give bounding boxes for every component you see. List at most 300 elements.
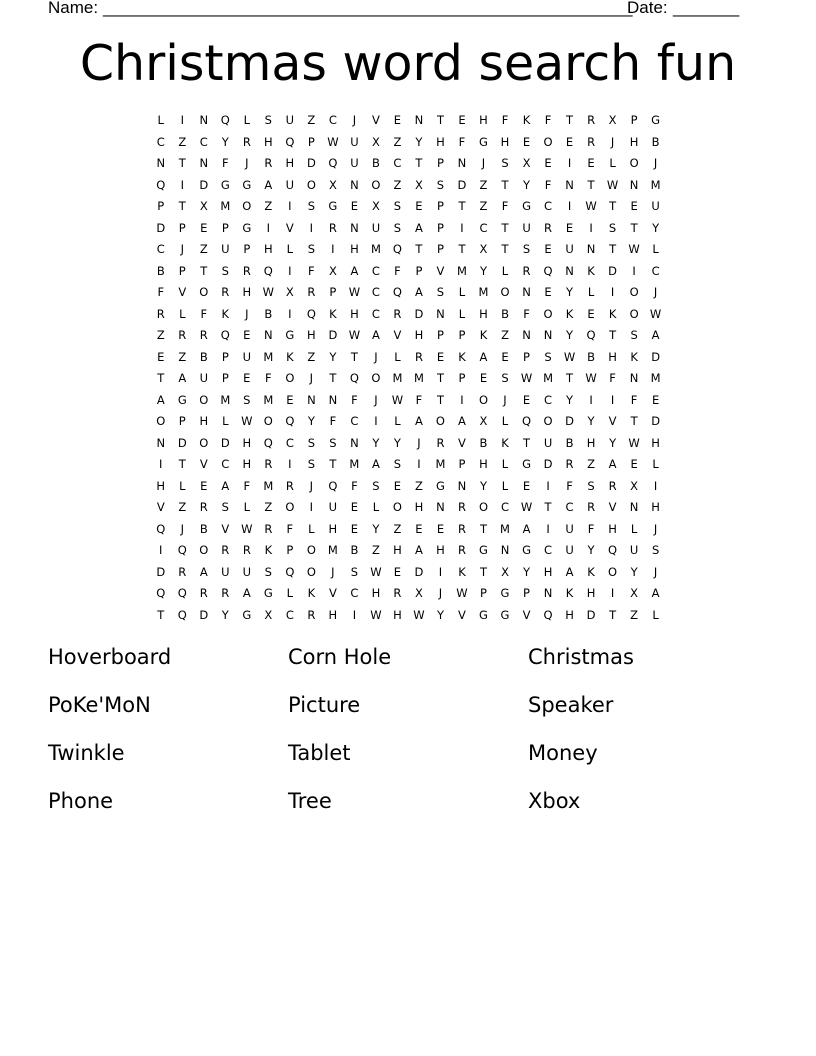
grid-letter[interactable]: J [180,242,184,256]
grid-letter[interactable]: W [370,607,382,622]
grid-letter[interactable]: E [544,285,552,299]
grid-letter[interactable]: Q [177,586,187,600]
grid-letter[interactable]: A [415,285,423,299]
grid-letter[interactable]: O [500,285,510,299]
grid-letter[interactable]: L [243,500,251,514]
grid-letter[interactable]: G [177,392,187,407]
grid-letter[interactable]: T [157,371,165,385]
grid-letter[interactable]: L [458,285,466,299]
grid-letter[interactable]: B [371,156,380,170]
grid-letter[interactable]: M [370,242,381,256]
grid-letter[interactable]: H [350,306,359,321]
grid-letter[interactable]: H [242,285,252,299]
grid-letter[interactable]: L [394,414,401,428]
grid-letter[interactable]: T [178,156,186,170]
grid-letter[interactable]: N [629,371,639,385]
grid-letter[interactable]: S [393,457,402,471]
grid-letter[interactable]: V [285,220,294,235]
grid-letter[interactable]: I [352,607,357,622]
grid-letter[interactable]: Z [393,134,402,149]
grid-letter[interactable]: J [245,156,249,170]
grid-letter[interactable]: S [307,435,316,450]
grid-letter[interactable]: G [242,220,252,235]
grid-letter[interactable]: Q [608,543,618,557]
grid-letter[interactable]: O [306,564,316,579]
grid-letter[interactable]: A [608,457,617,471]
grid-letter[interactable]: S [350,564,359,579]
grid-letter[interactable]: W [413,607,425,622]
grid-letter[interactable]: D [177,435,187,450]
grid-letter[interactable]: H [199,414,209,428]
grid-letter[interactable]: S [393,199,402,213]
grid-letter[interactable]: S [221,263,229,278]
grid-letter[interactable]: Z [501,328,509,342]
grid-letter[interactable]: F [587,521,595,536]
grid-letter[interactable]: F [501,113,509,127]
grid-letter[interactable]: O [543,306,553,321]
grid-letter[interactable]: K [286,349,294,364]
grid-letter[interactable]: O [392,500,402,514]
grid-letter[interactable]: E [200,220,208,235]
grid-letter[interactable]: F [329,414,337,428]
grid-letter[interactable]: E [350,500,359,514]
grid-letter[interactable]: E [157,349,165,364]
grid-letter[interactable]: V [458,435,466,450]
grid-letter[interactable]: I [331,242,335,256]
grid-letter[interactable]: U [199,371,208,385]
grid-letter[interactable]: J [653,564,658,579]
grid-letter[interactable]: U [629,543,639,557]
grid-letter[interactable]: J [653,156,658,170]
grid-letter[interactable]: B [587,349,596,364]
grid-letter[interactable]: Z [393,177,402,192]
grid-letter[interactable]: L [372,500,380,514]
grid-letter[interactable]: E [415,521,423,536]
grid-letter[interactable]: X [608,113,617,127]
grid-letter[interactable]: A [221,478,230,493]
grid-letter[interactable]: K [264,543,273,557]
grid-letter[interactable]: P [458,328,466,342]
grid-letter[interactable]: G [651,113,661,127]
grid-letter[interactable]: E [565,220,574,235]
grid-letter[interactable]: X [328,177,337,192]
grid-letter[interactable]: R [221,285,230,299]
grid-letter[interactable]: R [178,564,187,579]
grid-letter[interactable]: D [651,414,661,428]
grid-letter[interactable]: C [350,414,359,428]
grid-letter[interactable]: V [199,457,208,471]
grid-letter[interactable]: N [436,306,445,321]
grid-letter[interactable]: Z [630,607,639,622]
grid-letter[interactable]: I [374,414,378,428]
grid-letter[interactable]: E [436,521,445,536]
grid-letter[interactable]: Z [156,328,165,342]
grid-letter[interactable]: E [350,521,359,536]
grid-letter[interactable]: L [394,349,401,364]
grid-letter[interactable]: R [285,478,294,493]
grid-letter[interactable]: P [221,349,229,364]
grid-letter[interactable]: X [264,607,273,622]
grid-letter[interactable]: F [265,371,272,385]
grid-letter[interactable]: Q [220,328,230,342]
grid-letter[interactable]: R [457,500,466,514]
grid-letter[interactable]: S [522,242,531,256]
grid-letter[interactable]: U [328,500,338,514]
grid-letter[interactable]: D [199,177,209,192]
grid-letter[interactable]: K [587,564,595,579]
grid-letter[interactable]: G [479,607,488,622]
grid-letter[interactable]: N [350,177,359,192]
grid-letter[interactable]: Q [263,263,273,278]
grid-letter[interactable]: E [522,392,531,407]
grid-letter[interactable]: N [156,435,166,450]
grid-letter[interactable]: P [221,371,229,385]
grid-letter[interactable]: Y [307,414,315,428]
grid-letter[interactable]: Q [306,306,316,321]
grid-letter[interactable]: H [264,134,273,149]
grid-letter[interactable]: H [479,457,488,471]
grid-letter[interactable]: T [479,564,487,579]
grid-letter[interactable]: J [374,392,378,407]
grid-letter[interactable]: T [329,457,337,471]
grid-letter[interactable]: M [650,371,661,385]
grid-letter[interactable]: I [288,263,292,278]
grid-letter[interactable]: P [458,457,466,471]
grid-letter[interactable]: R [156,306,165,321]
grid-letter[interactable]: X [328,263,337,278]
grid-letter[interactable]: F [544,177,552,192]
grid-letter[interactable]: I [309,500,314,514]
grid-letter[interactable]: Y [587,543,595,557]
grid-letter[interactable]: Y [221,607,229,622]
grid-letter[interactable]: N [199,113,209,127]
grid-letter[interactable]: A [415,414,423,428]
grid-letter[interactable]: Y [221,134,229,149]
grid-letter[interactable]: S [608,220,617,235]
grid-letter[interactable]: M [220,199,231,213]
grid-letter[interactable]: A [178,371,187,385]
grid-letter[interactable]: G [500,586,510,600]
grid-letter[interactable]: V [221,521,230,536]
grid-letter[interactable]: N [156,156,166,170]
grid-letter[interactable]: G [522,199,531,213]
grid-letter[interactable]: O [306,177,316,192]
grid-letter[interactable]: Z [178,500,187,514]
grid-letter[interactable]: P [307,134,315,149]
grid-letter[interactable]: M [263,349,274,364]
grid-letter[interactable]: C [393,156,402,170]
grid-letter[interactable]: S [329,435,337,450]
grid-letter[interactable]: P [436,199,444,213]
grid-letter[interactable]: J [374,349,378,364]
grid-letter[interactable]: A [264,177,273,192]
grid-letter[interactable]: U [221,564,230,579]
grid-letter[interactable]: F [544,113,552,127]
grid-letter[interactable]: N [565,263,574,278]
grid-letter[interactable]: Z [393,521,402,536]
grid-letter[interactable]: C [500,500,510,514]
grid-letter[interactable]: M [543,371,553,385]
grid-letter[interactable]: J [503,392,507,407]
grid-letter[interactable]: I [632,263,636,278]
grid-letter[interactable]: Q [285,564,295,579]
grid-letter[interactable]: O [608,564,618,579]
grid-letter[interactable]: X [371,134,380,149]
grid-letter[interactable]: Y [566,328,574,342]
grid-letter[interactable]: P [436,328,444,342]
grid-letter[interactable]: D [199,607,209,622]
grid-letter[interactable]: X [415,177,423,192]
grid-letter[interactable]: R [436,435,445,450]
grid-letter[interactable]: B [479,435,488,450]
grid-letter[interactable]: T [415,156,423,170]
grid-letter[interactable]: N [414,113,424,127]
grid-letter[interactable]: Q [349,371,359,385]
grid-letter[interactable]: Z [479,177,488,192]
grid-letter[interactable]: W [456,586,468,600]
grid-letter[interactable]: T [436,113,444,127]
grid-letter[interactable]: N [522,285,531,299]
grid-letter[interactable]: R [221,586,230,600]
grid-letter[interactable]: B [350,543,359,557]
grid-letter[interactable]: I [266,220,271,235]
grid-letter[interactable]: I [309,220,314,235]
grid-letter[interactable]: R [328,220,337,235]
grid-letter[interactable]: H [651,435,660,450]
grid-letter[interactable]: P [221,220,229,235]
grid-letter[interactable]: A [651,586,660,600]
grid-letter[interactable]: V [328,586,337,600]
grid-letter[interactable]: W [391,392,404,407]
grid-letter[interactable]: J [417,435,421,450]
grid-letter[interactable]: S [372,478,380,493]
grid-letter[interactable]: L [179,478,186,493]
grid-letter[interactable]: A [522,521,531,536]
grid-letter[interactable]: O [306,543,316,557]
grid-letter[interactable]: I [610,285,615,299]
grid-letter[interactable]: E [479,371,488,385]
grid-letter[interactable]: O [199,392,209,407]
grid-letter[interactable]: Y [415,134,423,149]
grid-letter[interactable]: W [348,285,361,299]
grid-letter[interactable]: F [630,392,638,407]
grid-letter[interactable]: L [286,586,294,600]
grid-letter[interactable]: X [501,564,509,579]
grid-letter[interactable]: L [609,156,616,170]
grid-letter[interactable]: H [414,500,424,514]
grid-letter[interactable]: L [501,478,509,493]
grid-letter[interactable]: K [630,349,638,364]
name-field[interactable]: ________________________________________________________ [103,0,633,17]
grid-letter[interactable]: F [501,199,509,213]
grid-letter[interactable]: Q [156,521,166,536]
grid-letter[interactable]: H [586,586,596,600]
grid-letter[interactable]: H [414,328,424,342]
grid-letter[interactable]: N [457,478,467,493]
grid-letter[interactable]: A [199,564,208,579]
grid-letter[interactable]: E [243,371,251,385]
grid-letter[interactable]: M [413,371,424,385]
grid-letter[interactable]: S [587,478,595,493]
grid-letter[interactable]: R [522,263,531,278]
grid-letter[interactable]: O [285,500,295,514]
grid-letter[interactable]: Y [479,478,487,493]
date-field[interactable]: _______ [673,0,740,17]
grid-letter[interactable]: J [610,134,615,149]
grid-letter[interactable]: T [157,607,165,622]
grid-letter[interactable]: Q [263,435,273,450]
grid-letter[interactable]: Z [479,199,488,213]
grid-letter[interactable]: B [156,263,165,278]
grid-letter[interactable]: R [307,607,316,622]
grid-letter[interactable]: E [630,457,638,471]
grid-letter[interactable]: R [264,156,273,170]
grid-letter[interactable]: Q [285,134,295,149]
grid-letter[interactable]: F [286,521,294,536]
grid-letter[interactable]: F [394,263,401,278]
grid-letter[interactable]: A [651,328,660,342]
grid-letter[interactable]: D [156,220,166,235]
grid-letter[interactable]: T [609,199,617,213]
grid-letter[interactable]: I [159,457,163,471]
grid-letter[interactable]: F [243,478,251,493]
grid-letter[interactable]: H [393,543,402,557]
grid-letter[interactable]: N [500,543,510,557]
grid-letter[interactable]: E [544,242,552,256]
grid-letter[interactable]: N [565,177,574,192]
grid-letter[interactable]: D [565,414,574,428]
grid-letter[interactable]: O [629,285,639,299]
grid-letter[interactable]: X [522,156,531,170]
grid-letter[interactable]: T [329,371,337,385]
grid-letter[interactable]: I [288,199,292,213]
grid-letter[interactable]: J [245,306,249,321]
grid-letter[interactable]: C [350,586,359,600]
grid-letter[interactable]: G [242,607,252,622]
grid-letter[interactable]: G [522,543,531,557]
grid-letter[interactable]: U [565,242,574,256]
grid-letter[interactable]: S [436,285,445,299]
grid-letter[interactable]: X [199,199,208,213]
grid-letter[interactable]: J [309,478,314,493]
grid-letter[interactable]: S [651,543,660,557]
grid-letter[interactable]: T [501,177,509,192]
grid-letter[interactable]: F [200,306,208,321]
grid-letter[interactable]: S [393,220,402,235]
grid-letter[interactable]: A [565,564,574,579]
grid-letter[interactable]: H [651,500,660,514]
grid-letter[interactable]: J [352,113,357,127]
grid-letter[interactable]: S [544,349,552,364]
grid-letter[interactable]: D [306,156,316,170]
grid-letter[interactable]: H [565,607,574,622]
grid-letter[interactable]: X [630,478,639,493]
grid-letter[interactable]: Y [393,435,401,450]
grid-letter[interactable]: W [649,306,662,321]
grid-letter[interactable]: S [243,392,251,407]
grid-letter[interactable]: S [630,328,638,342]
grid-letter[interactable]: L [157,113,164,127]
grid-letter[interactable]: E [458,113,466,127]
grid-letter[interactable]: N [350,435,359,450]
grid-letter[interactable]: L [222,414,229,428]
grid-letter[interactable]: O [543,134,553,149]
grid-letter[interactable]: I [567,199,572,213]
grid-letter[interactable]: F [157,285,165,299]
grid-letter[interactable]: A [415,543,423,557]
grid-letter[interactable]: K [329,306,337,321]
grid-letter[interactable]: E [393,113,402,127]
grid-letter[interactable]: P [630,113,638,127]
grid-letter[interactable]: E [587,306,595,321]
grid-letter[interactable]: P [286,543,294,557]
grid-letter[interactable]: O [629,156,639,170]
grid-letter[interactable]: I [460,220,464,235]
grid-letter[interactable]: Z [307,113,316,127]
grid-letter[interactable]: W [327,134,339,149]
grid-letter[interactable]: K [608,306,617,321]
grid-letter[interactable]: O [263,414,273,428]
grid-letter[interactable]: B [651,134,660,149]
grid-letter[interactable]: E [200,478,208,493]
grid-letter[interactable]: V [522,607,531,622]
grid-letter[interactable]: E [286,392,294,407]
grid-letter[interactable]: H [350,242,359,256]
grid-letter[interactable]: Y [436,607,444,622]
grid-letter[interactable]: E [522,478,531,493]
grid-letter[interactable]: Q [586,328,596,342]
grid-letter[interactable]: Z [264,199,273,213]
grid-letter[interactable]: V [608,500,617,514]
grid-letter[interactable]: N [522,328,531,342]
grid-letter[interactable]: O [199,285,209,299]
grid-letter[interactable]: J [309,371,314,385]
grid-letter[interactable]: B [199,521,208,536]
grid-letter[interactable]: A [350,263,359,278]
grid-letter[interactable]: H [242,435,252,450]
grid-letter[interactable]: W [370,564,382,579]
grid-letter[interactable]: H [479,113,488,127]
grid-letter[interactable]: T [609,242,617,256]
grid-letter[interactable]: R [544,220,553,235]
grid-letter[interactable]: I [417,457,421,471]
grid-letter[interactable]: B [565,435,574,450]
grid-letter[interactable]: S [221,500,229,514]
grid-letter[interactable]: Q [285,414,295,428]
grid-letter[interactable]: A [371,457,380,471]
grid-letter[interactable]: C [221,457,230,471]
grid-letter[interactable]: V [178,285,187,299]
grid-letter[interactable]: R [393,586,402,600]
grid-letter[interactable]: R [457,543,466,557]
grid-letter[interactable]: P [523,586,530,600]
grid-letter[interactable]: A [479,349,488,364]
grid-letter[interactable]: D [586,607,596,622]
grid-letter[interactable]: R [587,113,596,127]
grid-letter[interactable]: T [566,371,574,385]
grid-letter[interactable]: O [285,371,295,385]
grid-letter[interactable]: F [221,156,229,170]
grid-letter[interactable]: O [371,371,381,385]
grid-letter[interactable]: C [544,199,553,213]
grid-letter[interactable]: R [264,457,273,471]
grid-letter[interactable]: H [264,242,273,256]
grid-letter[interactable]: R [242,543,251,557]
grid-letter[interactable]: U [350,134,359,149]
grid-letter[interactable]: O [156,414,166,428]
grid-letter[interactable]: Y [329,349,337,364]
grid-letter[interactable]: Y [566,285,574,299]
